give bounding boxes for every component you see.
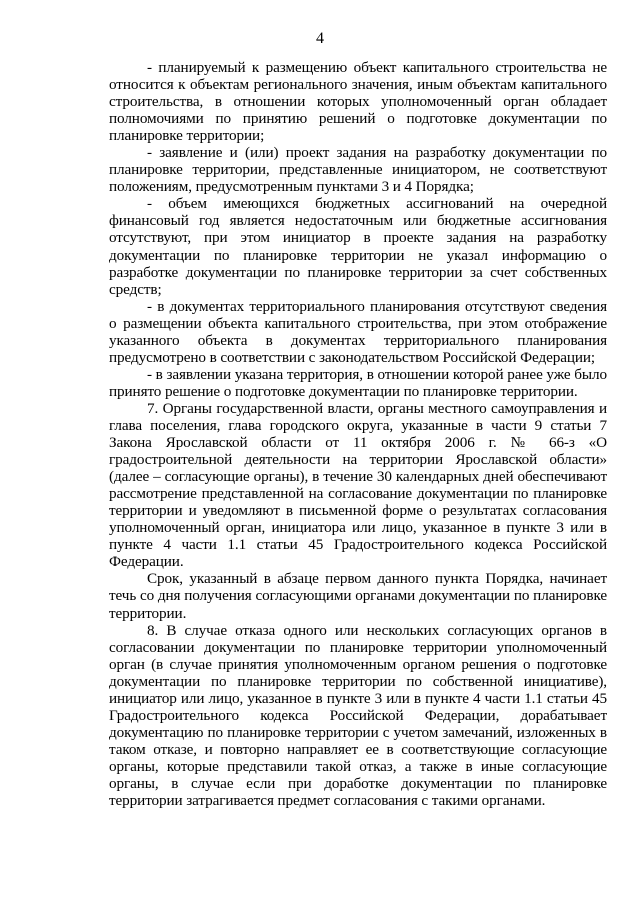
document-body xyxy=(109,59,607,809)
paragraph-bullet-no-planning-data: - в документах территориального планирования отсутствуют сведения о размещении объекта капитального строительства, при этом отображение указанного объекта в документах территориального планирования предусмотрено в соответствии с законодательством Российской Федерации; xyxy=(109,297,607,366)
paragraph-bullet-application-mismatch: - заявление и (или) проект задания на разработку документации по планировке территории, представленные инициатором, не соответствуют положениям, предусмотренным пунктами 3 и 4 Порядка; xyxy=(109,144,607,196)
paragraph-bullet-budget-insufficient: - объем имеющихся бюджетных ассигнований на очередной финансовый год является недостаточным или бюджетные ассигнования отсутствуют, при этом инициатор в проекте задания на разработку документации по планировке территории не указал информацию о разработке документации по планировке территории за счет собственных средств; xyxy=(109,195,607,298)
paragraph-bullet-decision-exists: - в заявлении указана территория, в отношении которой ранее уже было принято решение о подготовке документации по планировке территории. xyxy=(109,365,607,400)
paragraph-item-7: 7. Органы государственной власти, органы местного самоуправления и глава поселения, глава городского округа, указанные в части 9 статьи 7 Закона Ярославской области от 11 октября 2006 г. № 66-з «О градостроительной деятельности на территории Ярославской области» (далее – согласующие органы), в течение 30 календарных дней обеспечивают рассмотрение представленной на согласование документации по планировке территории и уведомляют в письменной форме о результатах согласования уполномоченный орган, инициатора или лицо, указанное в пункте 3 или в пункте 4 части 1.1 статьи 45 Градостроительного кодекса Российской Федерации. xyxy=(109,399,607,571)
page-number: 4 xyxy=(316,30,324,47)
paragraph-item-8: 8. В случае отказа одного или нескольких согласующих органов в согласовании документации по планировке территории уполномоченный орган (в случае принятия уполномоченным органом решения о подготовке документации по планировке территории по собственной инициативе), инициатор или лицо, указанное в пункте 3 или в пункте 4 части 1.1 статьи 45 Градостроительного кодекса Российской Федерации, дорабатывает документацию по планировке территории с учетом замечаний, изложенных в таком отказе, и повторно направляет ее в соответствующие согласующие органы, которые представили такой отказ, а также в иные согласующие органы, в случае если при доработке документации по планировке территории затрагивается предмет согласования с такими органами. xyxy=(109,621,607,810)
paragraph-bullet-not-regional-object: - планируемый к размещению объект капитального строительства не относится к объектам регионального значения, иным объектам капитального строительства, в отношении которых уполномоченный орган обладает полномочиями по принятию решений о подготовке документации по планировке территории; xyxy=(109,59,607,145)
paragraph-item-7-term: Срок, указанный в абзаце первом данного пункта Порядка, начинает течь со дня получения согласующими органами документации по планировке территории. xyxy=(109,570,607,622)
